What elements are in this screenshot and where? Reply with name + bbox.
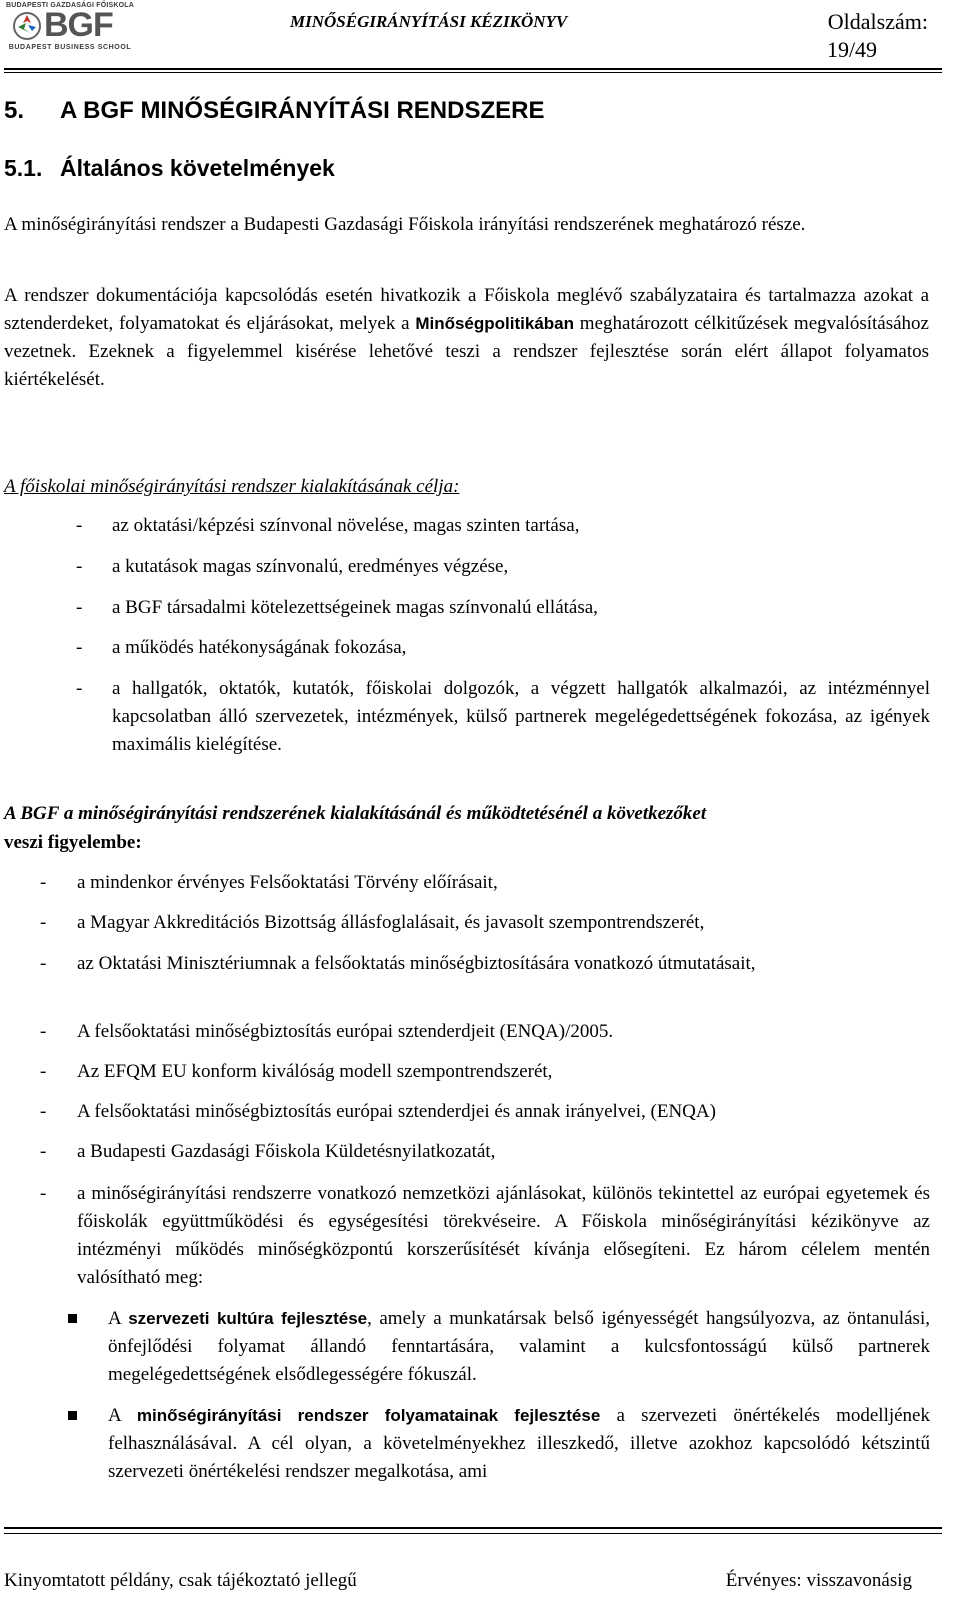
footer-print-notice: Kinyomtatott példány, csak tájékoztató jellegű: [4, 1570, 357, 1591]
logo-brand: BGF: [44, 6, 113, 44]
goals-list-item: [76, 634, 930, 662]
goals-heading-text: A főiskolai minőségirányítási rendszer kialakításának célja:: [4, 476, 460, 497]
list-dash: -: [40, 1141, 47, 1162]
considerations-list-item: [40, 1138, 930, 1166]
page-header: [0, 0, 960, 68]
considerations-list-item: [40, 869, 930, 897]
goals-heading: [4, 472, 929, 501]
considerations-list-item: [40, 909, 930, 937]
considerations-item-text: A felsőoktatási minőségbiztosítás európai sztenderdjei és annak irányelvei, (ENQA): [77, 1101, 716, 1122]
square-bullet-icon: [68, 1314, 77, 1323]
quality-element-item: [68, 1402, 930, 1486]
considerations-item-text: a Magyar Akkreditációs Bizottság állásfoglalásait, és javasolt szempontrendszerét,: [77, 912, 705, 933]
paragraph-documentation-part2: meghatározott célkitűzések megvalósításához vezetnek. Ezeknek a figyelemmel kisérése lehetővé teszi a rendszer fejlesztése során elért állapot folyamatos kiértékelését.: [4, 313, 929, 390]
list-dash: -: [76, 678, 83, 699]
considerations-heading-italic: A BGF a minőségirányítási rendszerének kialakításánál és működtetésénél a következőket: [4, 803, 707, 824]
chapter-heading: [4, 97, 544, 125]
considerations-list-item: [40, 1180, 930, 1292]
goals-item-text: a működés hatékonyságának fokozása,: [112, 637, 407, 658]
goals-list-item: [76, 675, 930, 759]
paragraph-intro: A minőségirányítási rendszer a Budapesti Gazdasági Főiskola irányítási rendszerének meghatározó része.: [4, 214, 806, 235]
square-bullet-icon: [68, 1411, 77, 1420]
list-dash: -: [40, 1183, 47, 1204]
list-dash: -: [76, 597, 83, 618]
footer-rule: [4, 1527, 942, 1529]
list-dash: -: [40, 1021, 47, 1042]
paragraph-documentation-part1: A rendszer dokumentációja kapcsolódás esetén hivatkozik a Főiskola meglévő szabályzataira és tartalmazza azokat a sztenderdeket, folyamatokat és eljárásokat, melyek a: [4, 285, 929, 334]
list-dash: -: [40, 912, 47, 933]
quality-element-bold: minőségirányítási rendszer folyamatainak fejlesztése: [136, 1406, 601, 1425]
goals-list-item: [76, 553, 930, 581]
considerations-list-item: [40, 950, 930, 978]
quality-element-bold: szervezeti kultúra fejlesztése: [128, 1309, 368, 1328]
quality-element-text: [108, 1305, 930, 1389]
section-heading: [4, 155, 335, 182]
bgf-emblem-icon: [12, 11, 42, 41]
goals-item-text: a kutatások magas színvonalú, eredményes végzése,: [112, 556, 509, 577]
list-dash: -: [76, 637, 83, 658]
header-rule-thin: [4, 72, 942, 73]
paragraph-documentation-bold: Minőségpolitikában: [415, 314, 575, 333]
quality-element-text: [108, 1402, 930, 1486]
goals-item-text: az oktatási/képzési színvonal növelése, magas szinten tartása,: [112, 515, 580, 536]
quality-element-rest: a szervezeti önértékelés modelljének felhasználásával. A cél olyan, a követelményekhez illeszkedő, illetve azokhoz kapcsolódó kétszintű szervezeti önértékelési rendszer megalkotása, ami: [108, 1405, 930, 1482]
considerations-heading-bold: veszi figyelembe:: [4, 832, 142, 853]
page-label: Oldalszám:: [827, 9, 928, 34]
considerations-item-text: a Budapesti Gazdasági Főiskola Küldetésnyilatkozatát,: [77, 1141, 496, 1162]
paragraph-documentation: [4, 282, 929, 394]
considerations-item-text: Az EFQM EU konform kiválóság modell szempontrendszerét,: [77, 1061, 553, 1082]
list-dash: -: [40, 872, 47, 893]
section-title: Általános követelmények: [60, 155, 335, 181]
considerations-item-text: az Oktatási Minisztériumnak a felsőoktatás minőségbiztosítására vonatkozó útmutatásait,: [77, 953, 756, 974]
chapter-number: 5.: [4, 97, 25, 124]
list-dash: -: [40, 1101, 47, 1122]
list-dash: -: [40, 1061, 47, 1082]
logo-top-text: BUDAPESTI GAZDASÁGI FŐISKOLA: [5, 2, 135, 9]
considerations-list-item: [40, 1018, 930, 1046]
quality-element-item: [68, 1305, 930, 1389]
chapter-title: A BGF MINŐSÉGIRÁNYÍTÁSI RENDSZERE: [60, 97, 545, 124]
list-dash: -: [76, 556, 83, 577]
considerations-item-text: a mindenkor érvényes Felsőoktatási Törvény előírásait,: [77, 872, 498, 893]
considerations-list-item: [40, 1058, 930, 1086]
quality-element-prefix: A: [108, 1405, 137, 1426]
considerations-list-item: [40, 1098, 930, 1126]
header-rule: [4, 68, 942, 70]
bgf-logo: [4, 2, 136, 54]
list-dash: -: [76, 515, 83, 536]
footer-rule-thin: [4, 1533, 942, 1534]
page-number: 19/49: [826, 37, 878, 62]
considerations-item-text: a minőségirányítási rendszerre vonatkozó nemzetközi ajánlásokat, különös tekintettel az európai egyetemek és főiskolák együttműködési és egységesítési törekvéseire. A Főiskola minőségirányítási kézikönyve az intézményi működés minőségközpontú korszerűsítését kívánja elősegíteni. Ez három célelem mentén valósítható meg:: [77, 1183, 930, 1288]
considerations-item-text: A felsőoktatási minőségbiztosítás európai sztenderdjeit (ENQA)/2005.: [77, 1021, 614, 1042]
footer-validity: Érvényes: visszavonásig: [725, 1570, 912, 1591]
quality-element-rest: , amely a munkatársak belső igényességét hangsúlyozva, az öntanulási, önfejlődési folyamat állandó fenntartására, valamint a kulcsfontosságú külső partnerek megelégedettségének elsődlegességére fókuszál.: [108, 1308, 930, 1385]
goals-list-item: [76, 594, 930, 622]
section-number: 5.1.: [4, 155, 43, 181]
goals-item-text: a BGF társadalmi kötelezettségeinek magas színvonalú ellátása,: [112, 597, 598, 618]
considerations-heading: [4, 799, 929, 857]
goals-list-item: [76, 512, 930, 540]
list-dash: -: [40, 953, 47, 974]
quality-element-prefix: A: [108, 1308, 129, 1329]
logo-bottom-text: BUDAPEST BUSINESS SCHOOL: [8, 44, 132, 51]
document-title: MINŐSÉGIRÁNYÍTÁSI KÉZIKÖNYV: [290, 12, 568, 31]
goals-item-text: a hallgatók, oktatók, kutatók, főiskolai dolgozók, a végzett hallgatók alkalmazói, az intézménnyel kapcsolatban álló szervezetek, intézmények, külső partnerek megelégedettségének fokozása, az igények maximális kielégítése.: [112, 678, 930, 755]
